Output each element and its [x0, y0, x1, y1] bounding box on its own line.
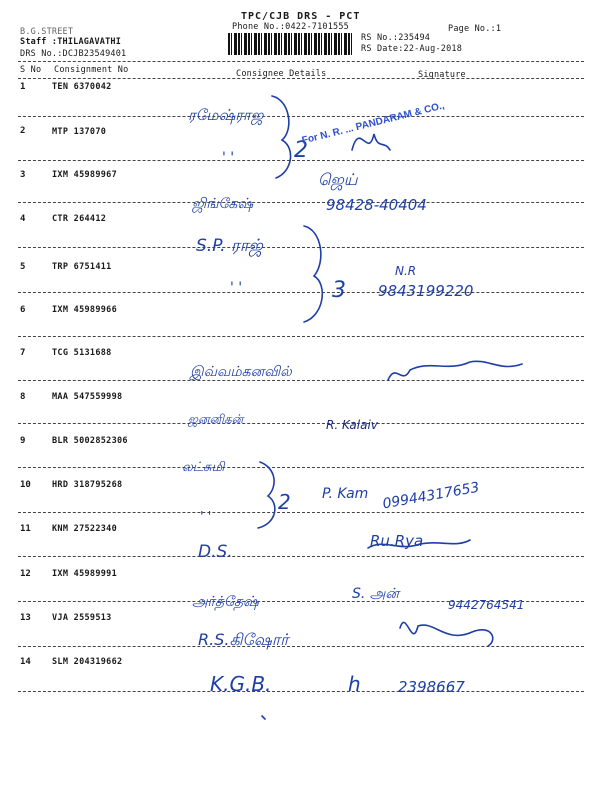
row-sn-7: 7	[20, 348, 26, 358]
handwritten-phone-6: 9843199220	[378, 282, 474, 300]
handwritten-name-3: ஜெய்	[318, 170, 358, 189]
row-consignment-9: BLR 5002852306	[52, 436, 128, 446]
handwritten-ditto-6: ' '	[230, 280, 243, 296]
handwritten-count-6: 3	[332, 278, 346, 303]
row-sn-13: 13	[20, 613, 31, 623]
handwritten-phone-15: 2398667	[398, 678, 465, 696]
row-sn-3: 3	[20, 170, 26, 180]
row-consignment-5: TRP 6751411	[52, 262, 112, 272]
row-consignment-2: MTP 137070	[52, 127, 107, 137]
row-sn-2: 2	[20, 126, 26, 136]
staff-name: Staff :THILAGAVATHI	[20, 37, 122, 47]
signature-row-14	[400, 622, 493, 646]
column-sno: S No	[20, 65, 42, 75]
handwritten-ditto-2: ' '	[222, 150, 235, 166]
handwritten-count-10: 2	[278, 490, 291, 514]
row-sn-10: 10	[20, 480, 31, 490]
row-consignment-7: TCG 5131688	[52, 348, 112, 358]
handwritten-sig-13: S. அன்	[352, 586, 399, 602]
ink-dot	[262, 716, 265, 719]
row-consignment-6: IXM 45989966	[52, 305, 118, 315]
handwritten-name-9: லட்சுமி	[182, 460, 225, 475]
row-consignment-1: TEN 6370042	[52, 82, 112, 92]
bracket-rows-1-3	[272, 96, 291, 178]
row-sn-6: 6	[20, 305, 26, 315]
handwritten-sig-8: R. Kalaiv	[326, 418, 378, 432]
row-consignment-11: KNM 27522340	[52, 524, 118, 534]
handwritten-name-4: ஜிங்கேஷ்	[192, 196, 254, 212]
row-sn-12: 12	[20, 569, 31, 579]
column-details: Consignee Details	[236, 69, 327, 79]
column-signature: Signature	[418, 70, 466, 80]
phone-number: Phone No.:0422-7101555	[232, 22, 349, 32]
rs-number: RS No.:235494	[361, 33, 431, 43]
row-sn-8: 8	[20, 392, 26, 402]
row-consignment-13: VJA 2559513	[52, 613, 112, 623]
drs-number: DRS No.:DCJB23549401	[20, 49, 127, 59]
bracket-rows-9-11	[258, 462, 275, 528]
handwritten-name-14: R.S.கிஷோர்	[198, 630, 289, 649]
row-sn-5: 5	[20, 262, 26, 272]
signature-row-7	[388, 361, 522, 380]
page-number: Page No.:1	[448, 24, 502, 34]
handwritten-name-12: D.S.	[198, 542, 233, 562]
handwritten-name-5: S.P. ராஜ்	[196, 236, 263, 256]
row-consignment-12: IXM 45989991	[52, 569, 118, 579]
row-sn-4: 4	[20, 214, 26, 224]
row-sn-1: 1	[20, 82, 26, 92]
handwritten-name-7: இவ்வம்கனவில்	[190, 364, 292, 380]
row-consignment-10: HRD 318795268	[52, 480, 123, 490]
column-consignment: Consignment No	[54, 65, 129, 75]
handwritten-sig-10: P. Kam	[322, 486, 369, 502]
handwritten-sig-5: N.R	[395, 264, 417, 278]
company-stamp: For N. R. ... PANDARAM & CO.,	[300, 100, 446, 147]
signature-row-2	[352, 134, 390, 150]
handwritten-name-8: ஜனனிகன்	[188, 412, 244, 426]
row-consignment-8: MAA 547559998	[52, 392, 123, 402]
handwritten-name-15: K.G.B.	[210, 672, 272, 696]
handwritten-phone-4: 98428-40404	[326, 196, 427, 214]
handwritten-name-1: ரமேஷ்ராஜ	[188, 106, 264, 124]
handwritten-phone-13: 9442764541	[448, 598, 525, 612]
rs-date: RS Date:22-Aug-2018	[361, 44, 463, 54]
row-sn-11: 11	[20, 524, 31, 534]
street-name: B.G.STREET	[20, 27, 74, 37]
row-consignment-14: SLM 204319662	[52, 657, 123, 667]
handwritten-sig-12: Ru.Rya	[370, 532, 424, 550]
handwritten-phone-10: 09944317653	[381, 479, 481, 513]
handwritten-ditto-11: ' '	[200, 510, 212, 525]
report-title: TPC/CJB DRS - PCT	[241, 11, 361, 22]
row-consignment-3: IXM 45989967	[52, 170, 118, 180]
handwritten-count-2: 2	[294, 138, 308, 163]
row-consignment-4: CTR 264412	[52, 214, 107, 224]
row-sn-9: 9	[20, 436, 26, 446]
signature-row-12	[368, 540, 470, 548]
handwritten-name-13: அர்த்தேஷ்	[192, 594, 259, 610]
row-sn-14: 14	[20, 657, 31, 667]
bracket-rows-5-6	[304, 226, 322, 322]
handwritten-sig-15: h	[348, 672, 361, 696]
